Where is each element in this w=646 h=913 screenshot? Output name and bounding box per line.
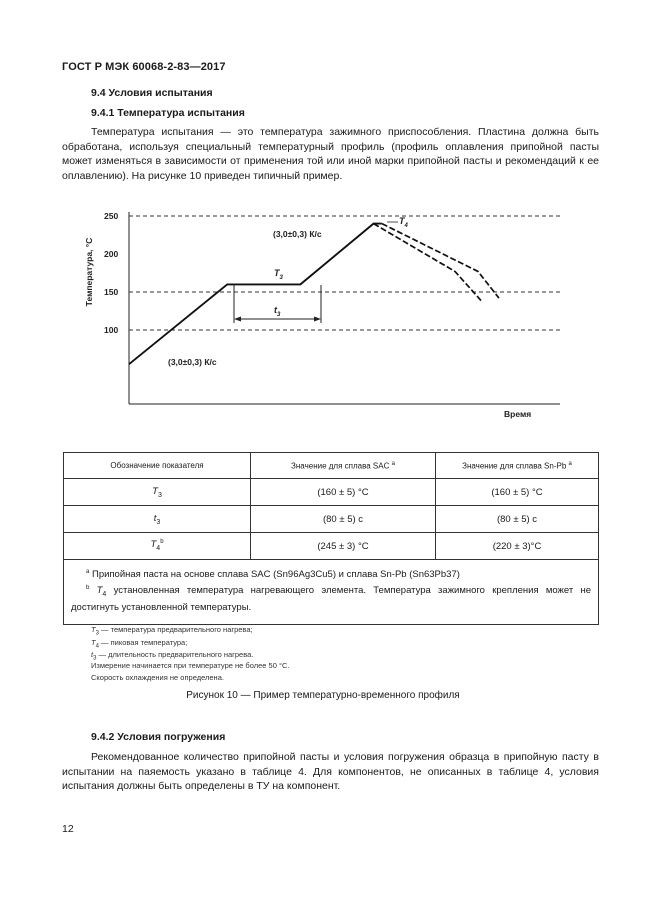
page-number: 12: [62, 823, 74, 835]
table-notes-row: [64, 560, 599, 625]
table-cell-snpb: (160 ± 5) °С: [436, 479, 599, 506]
table-cell-symbol: $T_4^b$: [64, 533, 251, 560]
table-cell-snpb: (220 ± 3)°С: [436, 533, 599, 560]
ramp-rate-low-label: (3,0±0,3) К/с: [168, 357, 217, 367]
table-cell-symbol: $t_3$: [64, 506, 251, 533]
section-heading-9-4-1: 9.4.1 Температура испытания: [91, 107, 245, 119]
t3-label: $t_3$: [274, 305, 281, 318]
series: [129, 224, 499, 365]
y-tick-labels: [104, 211, 118, 335]
table-row: [64, 479, 599, 506]
legend-note: Скорость охлаждения не определена.: [91, 673, 224, 682]
table-cell-snpb: (80 ± 5) с: [436, 506, 599, 533]
section-heading-9-4: 9.4 Условия испытания: [91, 87, 213, 99]
table-note-b: $^b$ $T_4$ установленная температура нагревающего элемента. Температура зажимного крепления может не достигнуть установленной температуры.: [71, 584, 592, 614]
table-cell-symbol: $T_3$: [64, 479, 251, 506]
cooling-line-1: [374, 224, 483, 302]
paragraph-test-temperature: Температура испытания — это температура зажимного приспособления. Пластина должна быть обработана, используя специальный температурный профиль (профиль оплавления припойной пасты может изменяться в зависимости от применения той или иной марки припойной пасты и рекомендаций к ее оплавлению). На рисунке 10 приведен типичный пример.: [62, 126, 599, 182]
ylabel-group: [84, 238, 94, 307]
table-header-snpb: Значение для сплава Sn-Pb $^а$: [436, 453, 599, 479]
y-tick-label: 200: [104, 249, 119, 259]
legend-note: Измерение начинается при температуре не более 50 °С.: [91, 661, 290, 670]
y-tick-label: 100: [104, 325, 119, 335]
table-cell-sac: (245 ± 3) °С: [251, 533, 436, 560]
table-note-a: $^а$ Припойная паста на основе сплава SAC (Sn96Ag3Cu5) и сплава Sn-Pb (Sn63Pb37): [86, 569, 460, 581]
table-cell-sac: (80 ± 5) с: [251, 506, 436, 533]
t3-arrow-right: [314, 317, 321, 322]
cooling-line-2: [382, 224, 499, 298]
legend-item: $T_4$ — пиковая температура;: [91, 638, 188, 650]
table-row: [64, 533, 599, 560]
chart-axes: [129, 212, 560, 404]
table-header-sac: Значение для сплава SAC $^а$: [251, 453, 436, 479]
table-cell-sac: (160 ± 5) °С: [251, 479, 436, 506]
t3-arrow-left: [234, 317, 241, 322]
legend-item: $t_3$ — длительность предварительного нагрева.: [91, 650, 254, 662]
heating-profile-line: [129, 224, 382, 365]
y-axis-label: Температура, °С: [84, 237, 94, 307]
table-header-symbol: Обозначение показателя: [64, 453, 251, 479]
paragraph-immersion-conditions: Рекомендованное количество припойной пасты и условия погружения образца в припойную пасту в испытании на паяемость указано в таблице 4. Для компонентов, не описанных в таблице 4, условия испытания должны быть определены в ТУ на компонент.: [62, 751, 599, 793]
alloy-values-table: [63, 452, 599, 625]
section-heading-9-4-2: 9.4.2 Условия погружения: [91, 731, 226, 743]
figure-caption: Рисунок 10 — Пример температурно-временного профиля: [186, 690, 460, 701]
ramp-rate-high-label: (3,0±0,3) К/с: [273, 229, 322, 239]
table-row: [64, 506, 599, 533]
legend-item: $T_3$ — температура предварительного нагрева;: [91, 625, 253, 637]
temperature-profile-chart: [0, 0, 646, 440]
table-header-row: [64, 453, 599, 479]
y-tick-label: 150: [104, 287, 119, 297]
document-header: ГОСТ Р МЭК 60068-2-83—2017: [62, 61, 226, 73]
y-tick-label: 250: [104, 211, 119, 221]
T4-label: $T_4$: [399, 216, 408, 229]
T3-label: $T_3$: [274, 268, 283, 281]
table-notes: [64, 560, 599, 625]
x-axis-label: Время: [504, 409, 532, 419]
